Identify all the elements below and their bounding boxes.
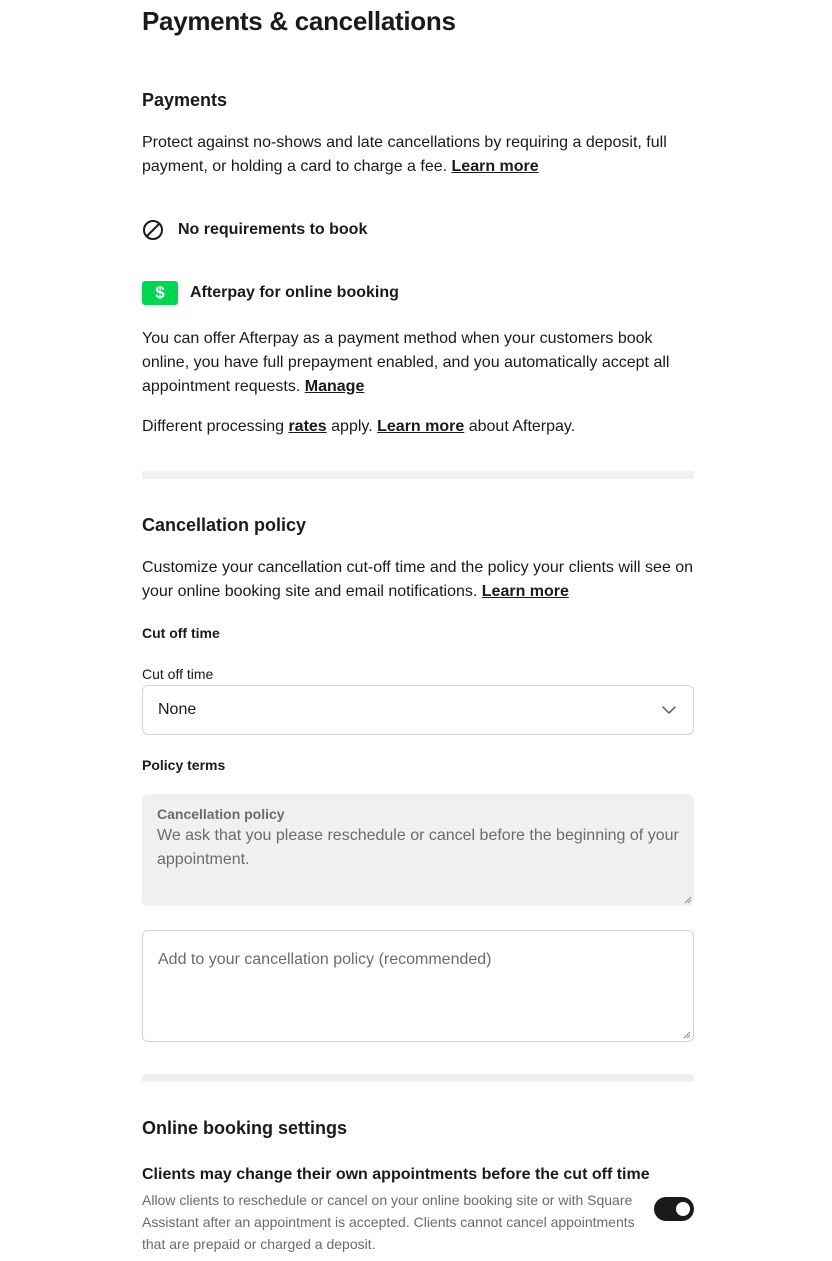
afterpay-text: You can offer Afterpay as a payment method when your customers book online, you have full prepayment enabled, and you automatically accept all appointment requests. [142, 330, 670, 395]
cutoff-field-label: Cut off time [142, 666, 214, 682]
section-divider [142, 1074, 694, 1082]
payments-intro-text: Protect against no-shows and late cancellations by requiring a deposit, full payment, or holding a card to charge a fee. [142, 134, 667, 175]
resize-handle-icon[interactable] [683, 1031, 691, 1039]
payments-learn-more-link[interactable]: Learn more [451, 158, 539, 175]
add-policy-placeholder: Add to your cancellation policy (recommended) [158, 951, 492, 968]
rates-middle: apply. [331, 418, 373, 435]
rates-suffix: about Afterpay. [468, 418, 576, 435]
cancellation-intro-text: Customize your cancellation cut-off time and the policy your clients will see on your online booking site and email notifications. [142, 559, 694, 600]
payments-intro [142, 131, 702, 179]
add-cancellation-policy-input[interactable] [142, 930, 694, 1042]
default-cancellation-policy [142, 794, 694, 906]
toggle-knob [676, 1202, 690, 1216]
no-requirements-option[interactable] [142, 219, 367, 241]
section-divider [142, 471, 694, 479]
policy-terms-label: Policy terms [142, 757, 226, 773]
afterpay-option [142, 281, 399, 305]
client-change-toggle[interactable] [654, 1197, 694, 1221]
client-change-setting-title: Clients may change their own appointments before the cut off time [142, 1166, 650, 1183]
no-requirements-label: No requirements to book [178, 221, 368, 238]
chevron-down-icon [661, 702, 677, 718]
prohibited-icon [142, 219, 164, 241]
afterpay-manage-link[interactable]: Manage [304, 378, 365, 395]
rates-prefix: Different processing [142, 418, 284, 435]
cutoff-time-value: None [158, 701, 197, 718]
rates-link[interactable]: rates [288, 418, 327, 435]
cancellation-heading: Cancellation policy [142, 515, 307, 535]
cancellation-intro [142, 556, 702, 604]
afterpay-learn-more-link[interactable]: Learn more [377, 418, 465, 435]
cutoff-time-select[interactable] [142, 685, 694, 735]
policy-box-label: Cancellation policy [157, 806, 285, 822]
afterpay-label: Afterpay for online booking [190, 284, 399, 301]
afterpay-description [142, 327, 687, 399]
afterpay-dollar-icon: $ [142, 281, 178, 305]
policy-box-text: We ask that you please reschedule or cancel before the beginning of your appointment. [157, 827, 679, 868]
resize-handle-icon[interactable] [684, 896, 692, 904]
online-booking-heading: Online booking settings [142, 1118, 348, 1138]
client-change-setting-description: Allow clients to reschedule or cancel on your online booking site or with Square Assistant after an appointment is accepted. Clients cannot cancel appointments that are prepaid or charged a deposit. [142, 1192, 635, 1252]
cutoff-section-label: Cut off time [142, 625, 220, 641]
cancellation-learn-more-link[interactable]: Learn more [481, 583, 569, 600]
rates-note [142, 415, 702, 439]
payments-heading: Payments [142, 90, 228, 110]
page-title: Payments & cancellations [142, 6, 456, 36]
